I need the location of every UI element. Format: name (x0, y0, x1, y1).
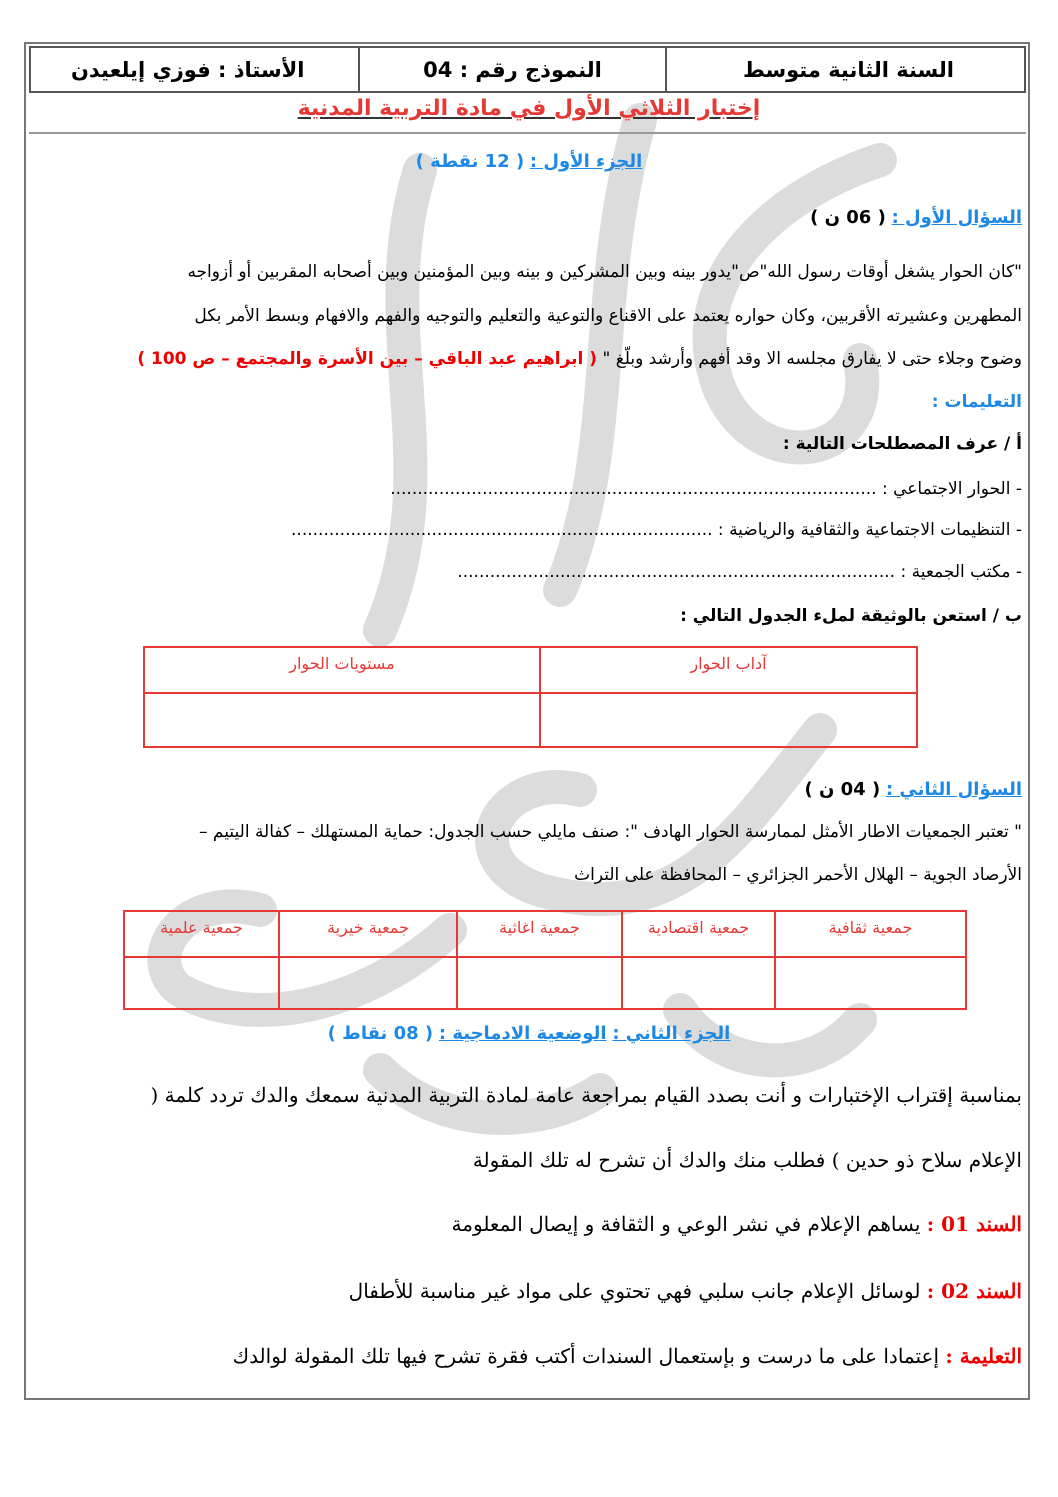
title-divider (29, 132, 1026, 134)
part1-title: الجزء الأول : (529, 151, 643, 172)
level-text: السنة الثانية متوسط (743, 57, 954, 82)
sanad-2-text: لوسائل الإعلام جانب سلبي فهي تحتوي على مواد غير مناسبة للأطفال (348, 1279, 921, 1303)
associations-header-economic: جمعية اقتصادية (622, 911, 775, 957)
q1-title: السؤال الأول : (891, 207, 1022, 228)
q1-heading (810, 207, 1022, 228)
teacher-cell (31, 48, 360, 91)
header-table (29, 46, 1026, 93)
dialogue-table-cell[interactable] (144, 693, 540, 747)
q1-text-line-2: المطهرين وعشيرته الأقربين، وكان حواره يعتمد على الاقناع والتوعية والتعليم والتوجيه والفهم والافهام وبسط الأمر بكل (194, 306, 1022, 326)
q2-text-line-1: " تعتبر الجمعيات الاطار الأمثل لممارسة الحوار الهادف ": صنف مايلي حسب الجدول: حماية المستهلك – كفالة اليتيم – (199, 822, 1022, 842)
term-organizations: - التنظيمات الاجتماعية والثقافية والرياضية : .............................................................................. (291, 520, 1022, 540)
sanad-1 (452, 1212, 1022, 1236)
q1-a-title: أ / عرف المصطلحات التالية : (782, 434, 1022, 454)
model-cell (360, 48, 667, 91)
associations-header-cultural: جمعية ثقافية (775, 911, 966, 957)
q1-points: ( 06 ن ) (810, 207, 886, 228)
dialogue-table (143, 646, 918, 748)
q2-text-line-2: الأرصاد الجوية – الهلال الأحمر الجزائري – المحافظة على التراث (574, 865, 1022, 885)
associations-cell[interactable] (124, 957, 279, 1009)
part2-points: ( 08 نقاط ) (327, 1023, 434, 1044)
associations-cell[interactable] (622, 957, 775, 1009)
sanad-2 (349, 1279, 1022, 1303)
term-association-office: - مكتب الجمعية : ................................................................................. (457, 562, 1022, 582)
final-instruction-label: التعليمة : (945, 1344, 1022, 1368)
model-text: النموذج رقم : 04 (423, 57, 602, 82)
q1-source: ( ابراهيم عبد الباقي – بين الأسرة والمجتمع – ص 100 ) (137, 349, 598, 369)
associations-cell[interactable] (457, 957, 622, 1009)
sanad-1-text: يساهم الإعلام في نشر الوعي و الثقافة و إيصال المعلومة (451, 1212, 921, 1236)
situation-line-1: بمناسبة إقتراب الإختبارات و أنت بصدد القيام بمراجعة عامة لمادة التربية المدنية سمعك والدك تردد كلمة ( (150, 1083, 1022, 1107)
level-cell (667, 48, 1024, 91)
part2-title: الجزء الثاني : (612, 1023, 731, 1044)
part1-heading (0, 151, 1058, 172)
term-social-dialogue: - الحوار الاجتماعي : .......................................................................................... (390, 479, 1022, 499)
q2-title: السؤال الثاني : (885, 779, 1022, 800)
q1-text-line-1: "كان الحوار يشغل أوقات رسول الله"ص"يدور بينه وبين المشركين و بينه وبين المؤمنين وبين أصحابه المقربين أو أزواجه (187, 262, 1022, 282)
exam-title: إختبار الثلاثي الأول في مادة التربية المدنية (297, 96, 761, 121)
sanad-1-label: السند 01 : (926, 1212, 1022, 1236)
q1-b-title: ب / استعن بالوثيقة لملء الجدول التالي : (680, 606, 1022, 626)
sanad-2-label: السند 02 : (926, 1279, 1022, 1303)
q2-points: ( 04 ن ) (804, 779, 881, 800)
situation-line-2: الإعلام سلاح ذو حدين ) فطلب منك والدك أن تشرح له تلك المقولة (472, 1148, 1022, 1172)
part2-heading (0, 1023, 1058, 1044)
q1-text-line-3 (137, 349, 1022, 369)
associations-cell[interactable] (279, 957, 457, 1009)
associations-cell[interactable] (775, 957, 966, 1009)
teacher-text: الأستاذ : فوزي إيلعيدن (71, 57, 305, 82)
part1-points: ( 12 نقطة ) (415, 151, 525, 172)
q1-text-line-3-text: وضوح وجلاء حتى لا يفارق مجلسه الا وقد أفهم وأرشد وبلّغ " (602, 349, 1022, 369)
associations-header-scientific: جمعية علمية (124, 911, 279, 957)
associations-header-relief: جمعية اغاثية (457, 911, 622, 957)
associations-table (123, 910, 967, 1010)
dialogue-table-cell[interactable] (540, 693, 917, 747)
q2-heading (805, 779, 1022, 800)
associations-header-charity: جمعية خيرية (279, 911, 457, 957)
final-instruction-text: إعتمادا على ما درست و بإستعمال السندات أكتب فقرة تشرح فيها تلك المقولة لوالدك (232, 1344, 940, 1368)
final-instruction (233, 1344, 1022, 1368)
dialogue-table-header-etiquette: آداب الحوار (540, 647, 917, 693)
dialogue-table-header-levels: مستويات الحوار (144, 647, 540, 693)
instructions-title: التعليمات : (931, 392, 1022, 412)
part2-subtitle: الوضعية الادماجية : (438, 1023, 607, 1044)
